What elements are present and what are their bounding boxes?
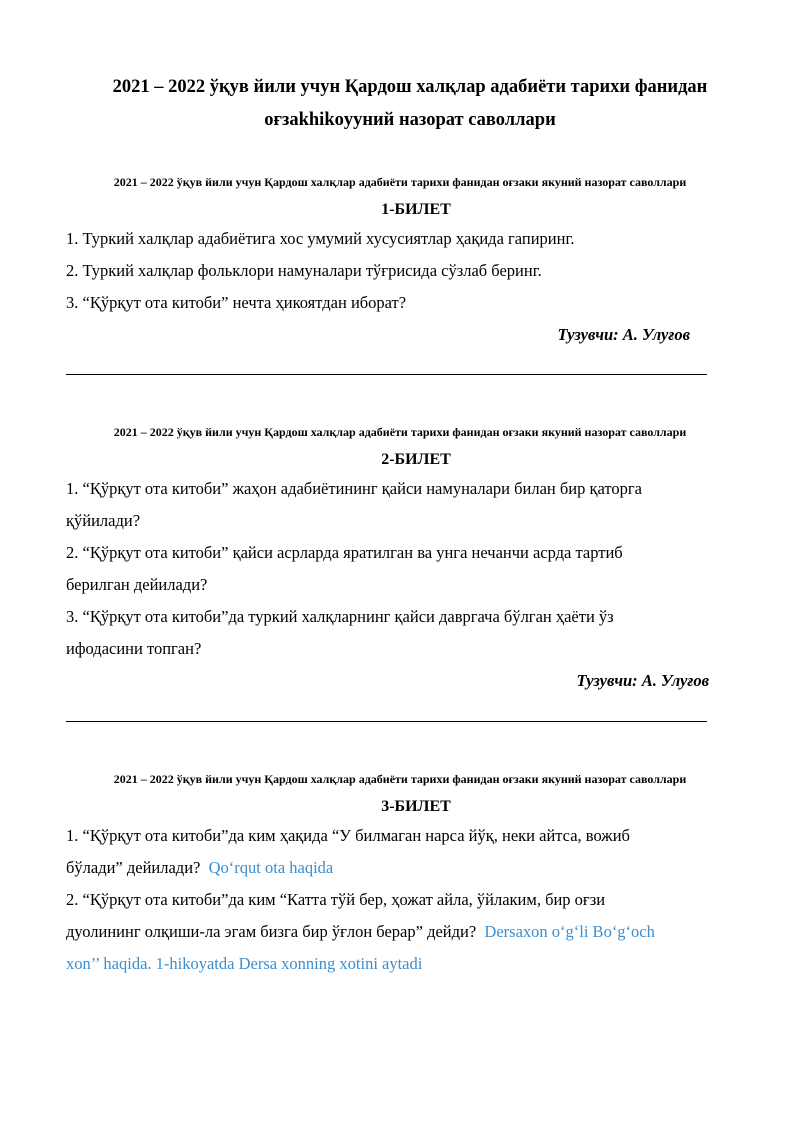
question-3: 3. “Қўрқут ота китоби” нечта ҳикоятдан иборат? xyxy=(66,293,407,312)
answer-note: Qo‘rqut ota haqida xyxy=(208,858,334,877)
ticket-header: 2021 – 2022 ўқув йили учун Қардош халқлар адабиёти тарихи фанидан оғзаки якуний назорат саволлари xyxy=(113,175,687,189)
question-1: 1. Туркий халқлар адабиётига хос умумий хусусиятлар ҳақида гапиринг. xyxy=(66,229,575,248)
ticket-header: 2021 – 2022 ўқув йили учун Қардош халқлар адабиёти тарихи фанидан оғзаки якуний назорат саволлари xyxy=(113,425,687,439)
question-3-line-1: 3. “Қўрқут ота китоби”да туркий халқларнинг қайси давргача бўлган ҳаёти ўз xyxy=(66,607,614,626)
ticket-header: 2021 – 2022 ўқув йили учун Қардош халқлар адабиёти тарихи фанидан оғзаки якуний назорат саволлари xyxy=(113,772,687,786)
question-1-line-2 xyxy=(66,852,746,884)
author-signature: Тузувчи: А. Улуғов xyxy=(576,671,709,690)
question-2-line-2: берилган дейилади? xyxy=(66,575,208,594)
ticket-number: 1-БИЛЕТ xyxy=(381,201,451,218)
ticket-2 xyxy=(66,423,746,697)
question-1-line-2: қўйилади? xyxy=(66,511,141,530)
author-signature: Тузувчи: А. Улуғов xyxy=(557,325,690,344)
document-title: 2021 – 2022 ўқув йили учун Қардош халқлар адабиёти тарихи фанидан xyxy=(112,77,708,97)
question-1-text: бўлади” дейилади? xyxy=(66,858,201,877)
divider-line xyxy=(66,721,707,722)
question-1-line-1: 1. “Қўрқут ота китоби” жаҳон адабиётининг қайси намуналари билан бир қаторга xyxy=(66,479,642,498)
answer-note-continued: xon’’ haqida. 1-hikoyatda Dersa xonning xotini aytadi xyxy=(66,954,423,973)
ticket-number: 2-БИЛЕТ xyxy=(381,451,451,468)
answer-note: Dersaxon o‘g‘li Bo‘g‘och xyxy=(484,922,655,941)
question-2-line-1: 2. “Қўрқут ота китоби” қайси асрларда яратилган ва унга нечанчи асрда тартиб xyxy=(66,543,623,562)
question-2-line-2 xyxy=(66,916,746,948)
ticket-number: 3-БИЛЕТ xyxy=(381,798,451,815)
question-2-line-1: 2. “Қўрқут ота китоби”да ким “Катта тўй бер, ҳожат айла, ўйлаким, бир оғзи xyxy=(66,890,606,909)
question-2-text: дуолининг олқиши-ла эгам бизга бир ўғлон берар” дейди? xyxy=(66,922,477,941)
ticket-3 xyxy=(66,770,746,980)
divider-line xyxy=(66,374,707,375)
document-subtitle: оғзakhikoууний назорат саволлари xyxy=(264,110,556,130)
question-2: 2. Туркий халқлар фольклори намуналари тўғрисида сўзлаб беринг. xyxy=(66,261,542,280)
question-1-line-1: 1. “Қўрқут ота китоби”да ким ҳақида “У билмаган нарса йўқ, неки айтса, вожиб xyxy=(66,826,630,845)
ticket-1 xyxy=(66,173,746,351)
question-3-line-2: ифодасини топган? xyxy=(66,639,202,658)
